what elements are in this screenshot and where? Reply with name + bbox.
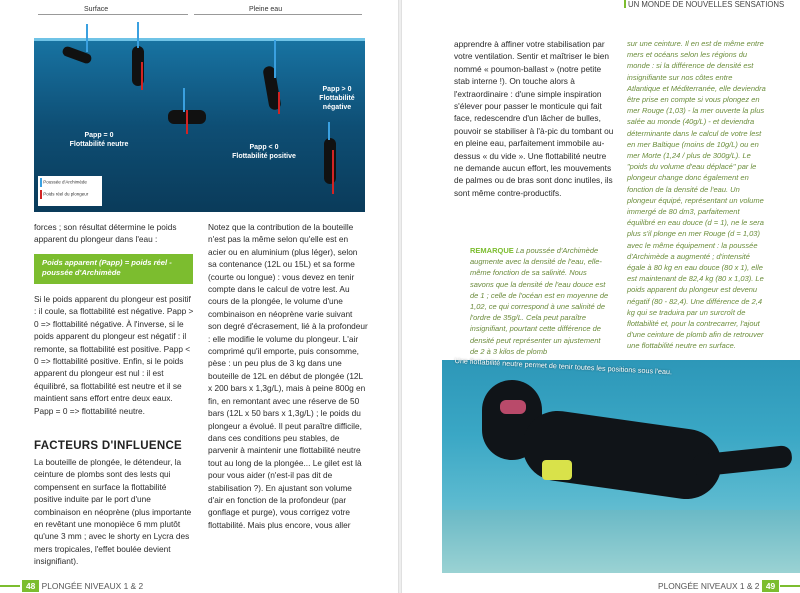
left-column-1-intro [34,221,194,246]
label-neutral-buoyancy: Papp = 0 Flottabilité neutre [69,132,129,148]
arrow-weight-neutral [186,110,188,134]
water-surface-line [34,38,365,41]
diver-photo [442,360,800,573]
remark-label: REMARQUE [470,246,514,255]
buoyancy-diagram [34,0,365,212]
page-number-left: 48 [22,580,39,592]
diagram-legend [38,176,102,206]
remark-box [470,245,610,357]
chapter-header [624,0,784,9]
arrow-archimedes-positive [274,40,276,78]
open-water-bracket [194,14,362,15]
left-column-1-body [34,293,194,417]
density-paragraph: sur une ceinture. Il en est de même entre mers et océans selon les régions du monde : si la différence de densité est insignifiante sur nos côtes entre Atlantique et Méditerranée, elle deviendra être prise en compte si vous plongez en mer Rouge (1,03) - la mer ouverte la plus salée au monde (40g/L) - et deviendra déterminante dans le calcul de votre lest en mer Baltique (moins de 10g/L) ou en mer Morte (1,24 / plus de 300g/L). Le "poids du volume d'eau déplacé" par le plongeur change donc également en fonction de la densité de l'eau. Un plongeur équipé, représentant un volume immergé de 80 dm3, parfaitement équilibré en eau douce (d = 1), ne le sera plus s'il plonge en mer Rouge (d = 1,03) avec le même équipement : la poussée d'Archimède a augmenté ; d'intensité égale à 80 kg en eau douce (80 x 1), elle est maintenant de 82,4 kg (80 x 1,03). Le poids apparent du plongeur est devenu négatif (80 - 82,4). Une différence de 2,4 kg qui se traduira par un surcroît de flottabilité et, pour la contrecarrer, l'ajout d'une ceinture de plomb afin de retrouver une flottabilité neutre en surface. [627,39,766,351]
right-column-1 [454,38,614,199]
right-footer-rule [780,585,800,587]
left-column-1-section [34,456,194,568]
legend-up-arrow-icon [40,178,42,187]
bottle-paragraph: Notez que la contribution de la bouteille n'est pas la même selon qu'elle est en acier ou en aluminium (plus léger), selon sa contenance (12L ou 15L) et sa forme (courte ou longue) : vous devez en tenir compte dans le calcul de votre lest. Au cours de la plongée, le volume d'une combinaison en néoprène varie suivant son degré d'écrasement, lié à la profondeur : elle modifie le volume du plongeur. L'air comprimé qu'il emporte, puis consomme, pèse : un peu plus de 3 kg dans une bouteille de 12L en début de plongée (12L x 200 bars x 1,3g/L), mais à peine 800g en fin, en remontant avec une réserve de 50 bars (12L x 50 bars x 1,3g/L) ; le poids du plongeur a évolué. Il peut paraître difficile, dans ces conditions peu stables, de parvenir à maintenir une flottabilité neutre tout au long de la plongée... Le gilet est là pour vous aider (n'est-il pas dit de stabilisation ?). En ajustant son volume d'air en fonction de la profondeur (par gonflage et purge), vous corrigez votre flottabilité. Mais plus encore, vous aller [208,222,368,530]
section-title: FACTEURS D'INFLUENCE [34,440,183,452]
right-footer-title: PLONGÉE NIVEAUX 1 & 2 [658,581,760,591]
label-surface: Surface [84,6,109,13]
photo-mask [500,400,526,414]
right-footer [658,580,779,592]
arrow-weight-2 [141,62,143,90]
ventilation-paragraph: apprendre à affiner votre stabilisation par votre ventilation. Sentir et maîtriser le bien nommé « poumon-ballast » (notre petite stab interne !). On touche alors à l'extraordinaire : d'une simple inspiration s'élever pour passer le monticule qui fait face, redescendre d'un lâcher de bulles, pouvoir se stabiliser à l'à-pic du tombant ou en pleine eau, parfaitement immobile au-dessus « du vide ». Une flottabilité neutre ne demande aucun effort, les mouvements de palmes ou de bras sont donc inutiles, ils sont même contre-productifs. [454,39,614,198]
buoyancy-states-paragraph: Si le poids apparent du plongeur est positif : il coule, sa flottabilité est négative. Papp > 0 => flottabilité négative. À l'inverse, si le poids apparent du plongeur est négatif : il remonte, sa flottabilité est positive. Papp < 0 => flottabilité positive. Enfin, si le poids apparent du plongeur est nul : il est équilibré, sa flottabilité est neutre et il se maintient sans effort entre deux eaux. Papp = 0 => flottabilité neutre. [34,294,194,416]
arrow-archimedes-2 [137,22,139,48]
photo-gauge [542,460,572,480]
intro-paragraph: forces ; son résultat détermine le poids apparent du plongeur dans l'eau : [34,222,177,245]
left-footer-rule [0,585,20,587]
label-positive-buoyancy: Papp < 0 Flottabilité positive [232,144,296,160]
header-accent-bar [624,0,626,8]
arrow-archimedes-1 [86,24,88,52]
arrow-weight-positive [278,92,280,114]
book-gutter [398,0,402,593]
legend-down-arrow-icon [40,190,42,199]
legend-down-label: Poids réel du plongeur [43,191,89,197]
arrow-archimedes-negative [328,122,330,140]
arrow-archimedes-neutral [183,88,185,112]
remark-text: La poussée d'Archimède augmente avec la densité de l'eau, elle-même fonction de sa salinité. Nous savons que la densité de l'eau douce est de 1 ; celle de l'océan est en moyenne de 1,02, ce qui correspond à une salinité de l'ordre de 35g/L. Cela peut paraître insignifiant, pourtant cette différence de densité peut représenter un ajustement de 2 à 3 kilos de plomb [470,246,609,356]
label-open-water: Pleine eau [249,6,283,13]
left-footer [22,580,143,592]
diver-surface-1 [61,45,93,65]
photo-seabed [442,510,800,573]
right-column-2 [627,38,767,352]
arrow-weight-negative [332,150,334,194]
legend-up-label: Poussée d'Archimède [43,179,87,185]
chapter-header-text: UN MONDE DE NOUVELLES SENSATIONS [628,0,785,9]
diver-negative [324,138,336,184]
page-number-right: 49 [762,580,779,592]
surface-bracket [38,14,188,15]
label-negative-buoyancy: Papp > 0 Flottabilité négative [319,86,355,111]
photo-caption: Une flottabilité neutre permet de tenir toutes les positions sous l'eau. [454,356,673,377]
definition-box: Poids apparent (Papp) = poids réel - poussée d'Archimède [34,254,193,284]
left-column-2 [208,221,368,531]
photo-diver-body [518,406,726,503]
left-footer-title: PLONGÉE NIVEAUX 1 & 2 [41,581,144,591]
factors-paragraph: La bouteille de plongée, le détendeur, la ceinture de plombs sont des lests qui compensent en surface la flottabilité positive induite par le port d'une combinaison en néoprène (plus importante en revêtant une monopièce 6 mm plutôt qu'une 3 mm ; avec le shorty en Lycra des mers tropicales, l'effet boulée devient insignifiant). [34,457,192,567]
